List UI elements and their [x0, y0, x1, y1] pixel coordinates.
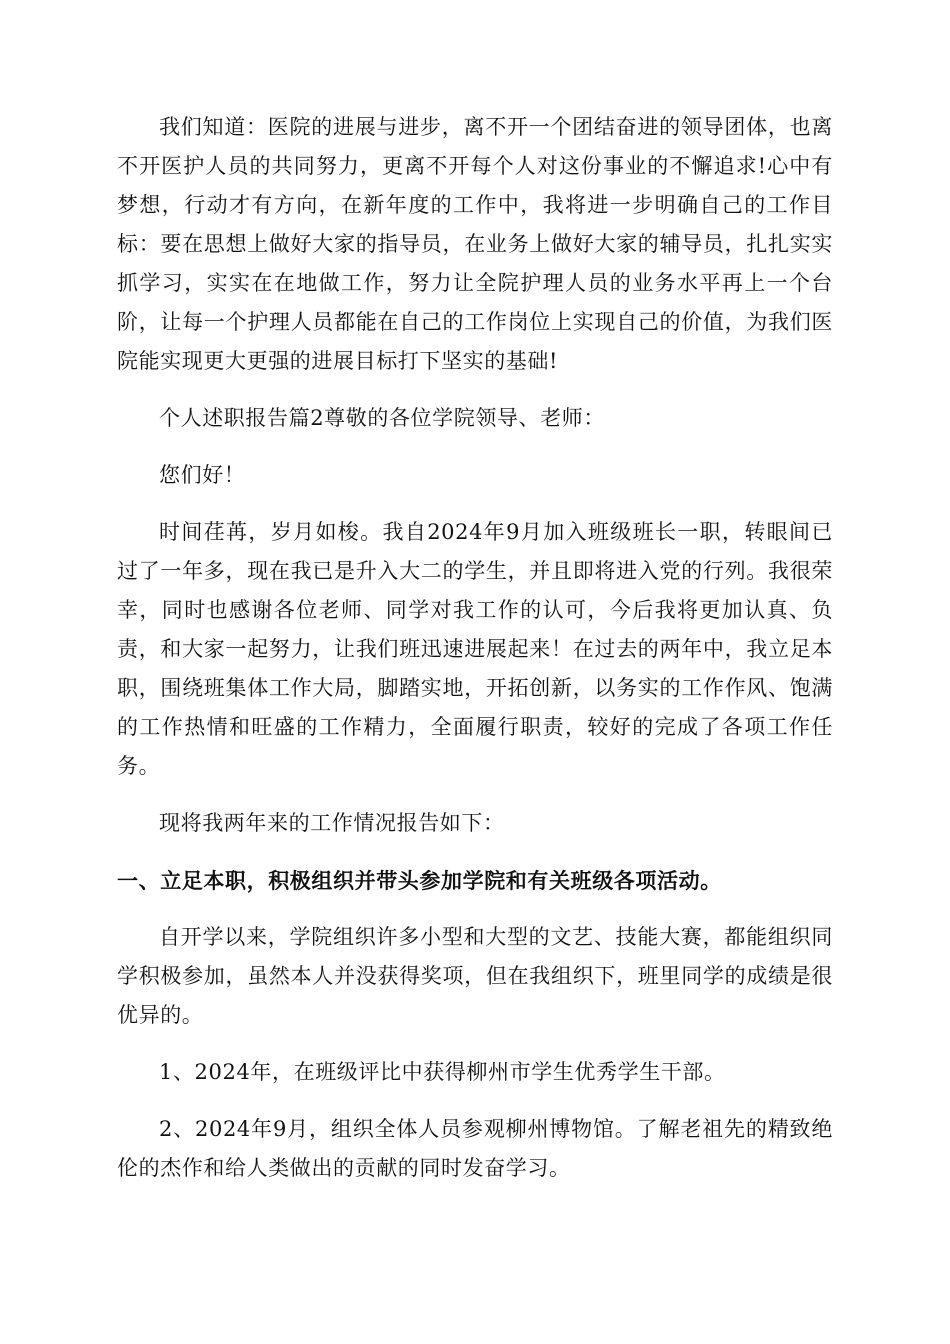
paragraph-gap — [117, 438, 833, 456]
paragraph-gap — [117, 1092, 833, 1110]
paragraph: 您们好！ — [159, 463, 246, 487]
paragraph-gap — [117, 495, 833, 513]
paragraph-gap — [117, 381, 833, 399]
paragraph: 我们知道：医院的进展与进步，离不开一个团结奋进的领导团体，也离不开医护人员的共同努力，更离不开每个人对这份事业的不懈追求!心中有梦想，行动才有方向，在新年度的工作中，我将进一步明确自己的工作目标：要在思想上做好大家的指导员，在业务上做好大家的辅导员，扎扎实实抓学习，实实在在地做工作，努力让全院护理人员的业务水平再上一个台阶，让每一个护理人员都能在自己的工作岗位上实现自己的价值，为我们医院能实现更大更强的进展目标打下坚实的基础! — [117, 115, 833, 373]
paragraph: 自开学以来，学院组织许多小型和大型的文艺、技能大赛，都能组织同学积极参加，虽然本人并没获得奖项，但在我组织下，班里同学的成绩是很优异的。 — [117, 925, 833, 1027]
list-item: 2、2024年9月，组织全体人员参观柳州博物馆。了解老祖先的精致绝伦的杰作和给人类做出的贡献的同时发奋学习。 — [117, 1117, 833, 1180]
paragraph: 个人述职报告篇2尊敬的各位学院领导、老师： — [159, 406, 605, 430]
paragraph-gap — [117, 843, 833, 861]
document-body — [117, 108, 833, 1188]
list-item: 1、2024年，在班级评比中获得柳州市学生优秀学生干部。 — [159, 1060, 726, 1084]
paragraph-gap — [117, 900, 833, 918]
paragraph-gap — [117, 786, 833, 804]
section-heading: 一、立足本职，积极组织并带头参加学院和有关班级各项活动。 — [117, 868, 722, 893]
paragraph-gap — [117, 1035, 833, 1053]
paragraph: 时间荏苒，岁月如梭。我自2024年9月加入班级班长一职，转眼间已过了一年多，现在我已是升入大二的学生，并且即将进入党的行列。我很荣幸，同时也感谢各位老师、同学对我工作的认可，今后我将更加认真、负责，和大家一起努力，让我们班迅速进展起来！在过去的两年中，我立足本职，围绕班集体工作大局，脚踏实地，开拓创新，以务实的工作作风、饱满的工作热情和旺盛的工作精力，全面履行职责，较好的完成了各项工作任务。 — [117, 520, 833, 778]
paragraph: 现将我两年来的工作情况报告如下： — [159, 811, 505, 835]
